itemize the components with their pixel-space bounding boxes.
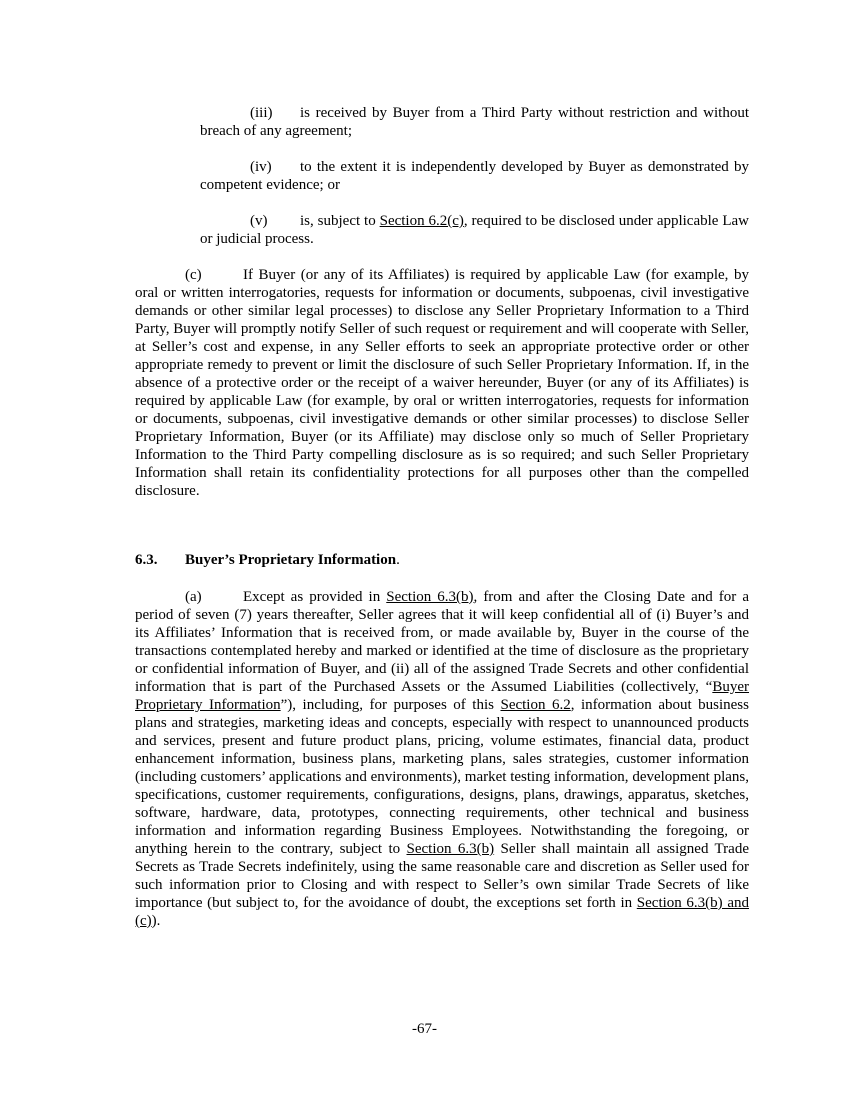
paragraph-c	[135, 266, 749, 500]
clause-v-text-post: , required to be disclosed under applicable Law or judicial process.	[200, 213, 750, 247]
page-number: -67-	[412, 1021, 437, 1037]
clause-iv	[200, 158, 749, 194]
section-6-3-b-reference-2: Section 6.3(b)	[406, 841, 495, 857]
paragraph-c-marker: (c)	[185, 267, 202, 283]
paragraph-a-text-6: ).	[151, 913, 161, 929]
section-title: Buyer’s Proprietary Information	[185, 552, 397, 568]
clause-v-marker: (v)	[250, 213, 268, 229]
paragraph-a-text-4: , information about business plans and strategies, marketing ideas and concepts, especially with respect to unannounced products and services, present and future product plans, pricing, volume estimates, financial data, product enhancement information, business plans, marketing plans, sales strategies, customer information (including customers’ applications and environments), market testing information, development plans, specifications, customer requirements, configurations, designs, plans, drawings, apparatus, sketches, software, hardware, data, prototypes, connecting requirements, other technical and business information and information regarding Business Employees. Notwithstanding the foregoing, or anything herein to the contrary, subject to	[135, 697, 749, 857]
clause-iii-marker: (iii)	[250, 105, 273, 121]
section-6-3-b-and-c-reference: Section 6.3(b) and (c)	[135, 895, 749, 929]
paragraph-a-marker: (a)	[185, 589, 202, 605]
paragraph-a-text-1: Except as provided in	[243, 589, 387, 605]
paragraph-a-text-2: , from and after the Closing Date and for a period of seven (7) years thereafter, Seller agrees that it will keep confidential all of (i) Buyer’s and its Affiliates’ Information that is received from, or made available by, Buyer in the course of the transactions contemplated hereby and marked or identified at the time of disclosure as the proprietary or confidential information of Buyer, and (ii) all of the assigned Trade Secrets and other confidential information that is part of the Purchased Assets or the Assumed Liabilities (collectively, “	[135, 589, 749, 695]
clause-iv-text: to the extent it is independently developed by Buyer as demonstrated by competent evidence; or	[200, 159, 749, 193]
buyer-proprietary-information-term: Buyer Proprietary Information	[135, 679, 749, 713]
paragraph-a	[135, 588, 749, 930]
paragraph-c-text: If Buyer (or any of its Affiliates) is required by applicable Law (for example, by oral or written interrogatories, requests for information or documents, subpoenas, civil investigative demands or other similar legal processes) to disclose any Seller Proprietary Information to a Third Party, Buyer will promptly notify Seller of such request or requirement and will cooperate with Seller, at Seller’s cost and expense, in any Seller efforts to seek an appropriate protective order or other appropriate remedy to prevent or limit the disclosure of such Seller Proprietary Information. If, in the absence of a protective order or the receipt of a waiver hereunder, Buyer (or any of its Affiliates) is required by applicable Law (for example, by oral or written interrogatories, requests for information or documents, subpoenas, civil investigative demands or other similar processes) to disclose Seller Proprietary Information, Buyer (or its Affiliate) may disclose only so much of Seller Proprietary Information to the Third Party compelling disclosure as is so required; and such Seller Proprietary Information shall retain its confidentiality protections for all purposes other than the compelled disclosure.	[135, 267, 749, 499]
section-title-period: .	[396, 552, 400, 568]
section-heading	[135, 551, 400, 569]
clause-iii-text: is received by Buyer from a Third Party without restriction and without breach of any agreement;	[200, 105, 749, 139]
clause-v	[200, 212, 749, 248]
section-6-2-c-reference: Section 6.2(c)	[379, 213, 464, 229]
section-6-2-reference: Section 6.2	[500, 697, 571, 713]
clause-iii	[200, 104, 749, 140]
paragraph-a-text-3: ”), including, for purposes of this	[280, 697, 501, 713]
section-number: 6.3.	[135, 552, 158, 568]
clause-iv-marker: (iv)	[250, 159, 272, 175]
clause-v-text-pre: is, subject to	[300, 213, 380, 229]
section-6-3-b-reference: Section 6.3(b)	[386, 589, 474, 605]
paragraph-a-text-5: Seller shall maintain all assigned Trade Secrets as Trade Secrets indefinitely, using the same reasonable care and discretion as Seller used for such information prior to Closing and with respect to Seller’s own similar Trade Secrets of like importance (but subject to, for the avoidance of doubt, the exceptions set forth in	[135, 841, 749, 911]
